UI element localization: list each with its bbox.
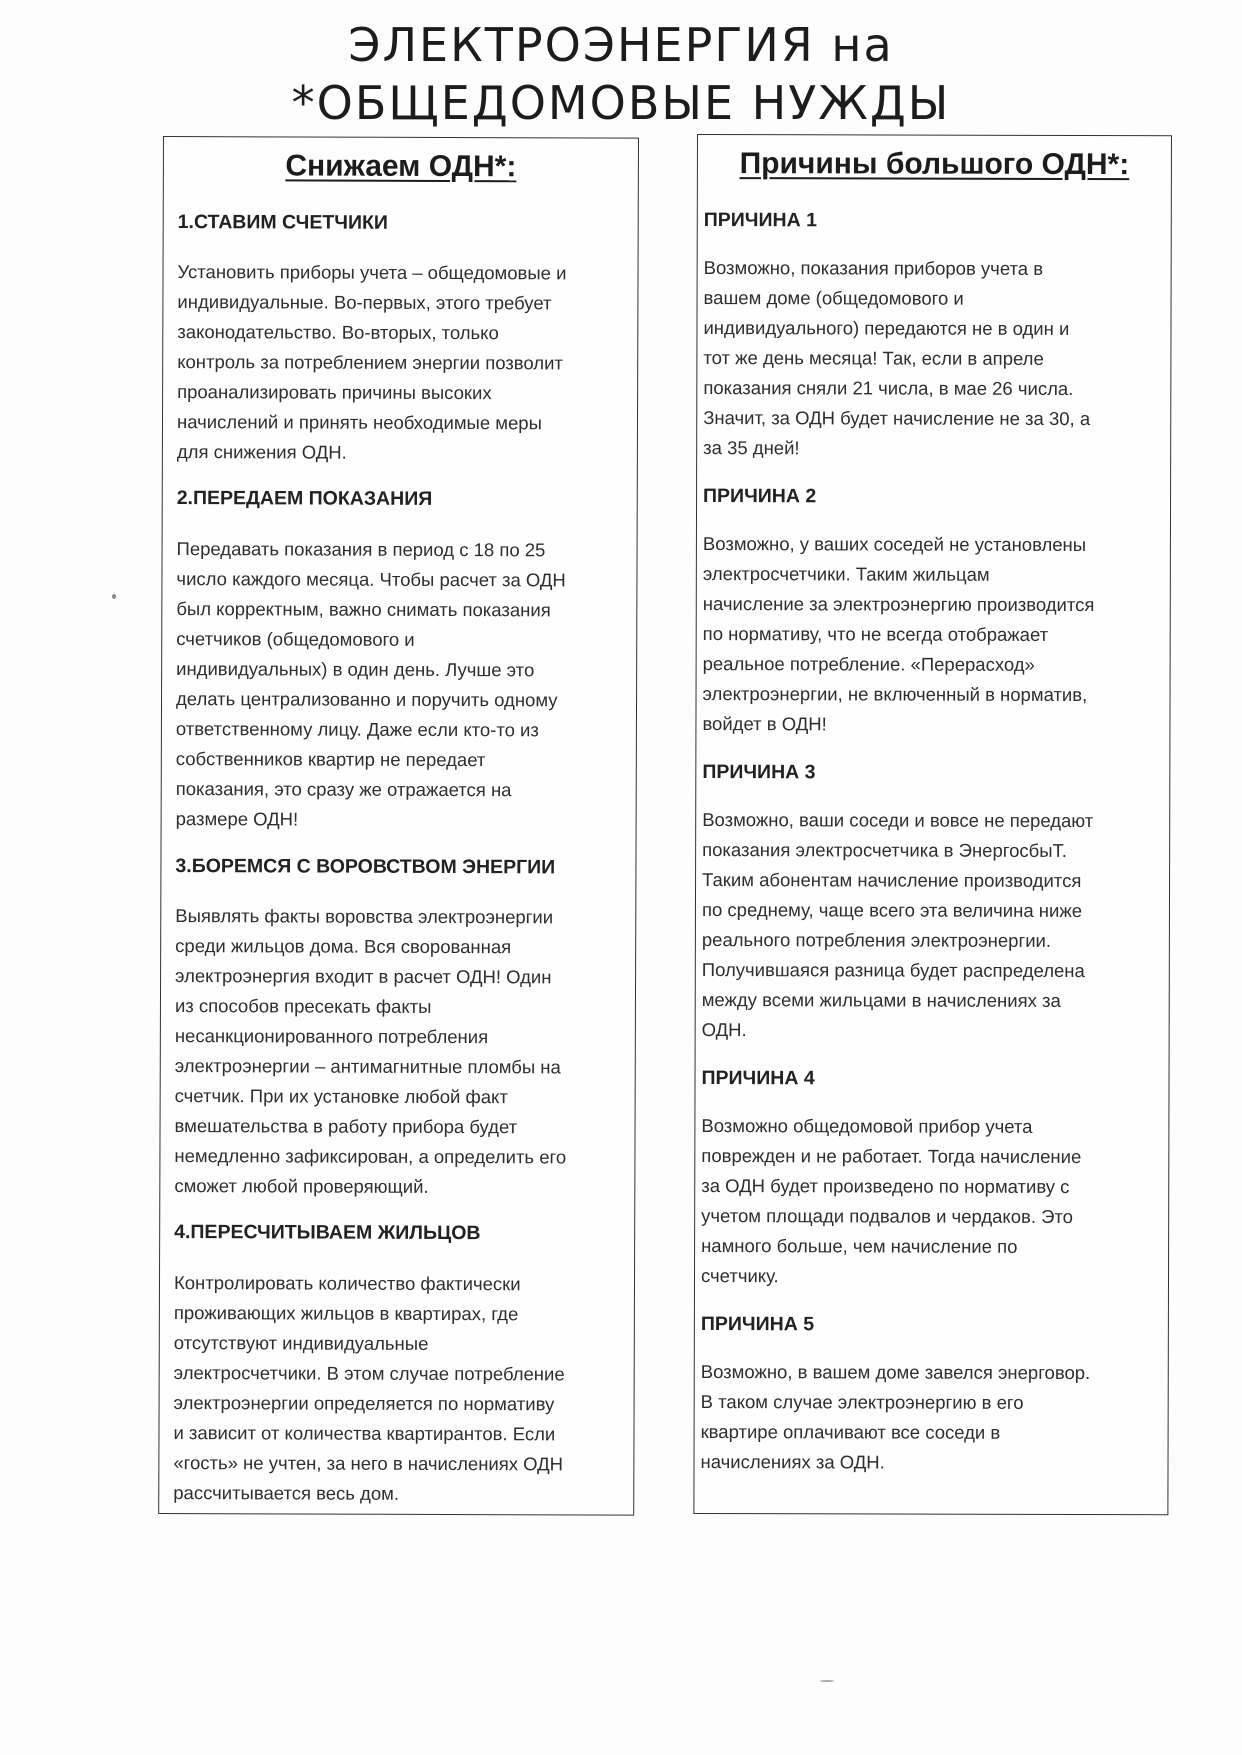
cause-1-title: ПРИЧИНА 1 xyxy=(703,209,817,232)
causes-panel xyxy=(693,134,1172,1515)
scan-speck xyxy=(820,1680,834,1682)
cause-3-title: ПРИЧИНА 3 xyxy=(702,761,816,784)
section-body-residents: Контролировать количество фактически проживающих жильцов в квартирах, где отсутствуют индивидуальные электросчетчики. В этом случае потребление электроэнергии определяется по нормативу и зависит от количества квартирантов. Если «гость» не учтен, за него в начислениях ОДН рассчитывается весь дом. xyxy=(173,1272,565,1504)
cause-5-body: Возможно, в вашем доме завелся энерговор. В таком случае электроэнергию в его квартире оплачивают все соседи в начислениях за ОДН. xyxy=(700,1361,1091,1473)
cause-5-title: ПРИЧИНА 5 xyxy=(700,1313,815,1336)
section-title-meters: 1.СТАВИМ СЧЕТЧИКИ xyxy=(177,211,388,234)
section-title-theft: 3.БОРЕМСЯ С ВОРОВСТВОМ ЭНЕРГИИ xyxy=(175,855,556,879)
reduce-odn-heading: Снижаем ОДН*: xyxy=(285,149,517,184)
section-title-residents: 4.ПЕРЕСЧИТЫВАЕМ ЖИЛЬЦОВ xyxy=(174,1221,481,1245)
cause-3-body: Возможно, ваши соседи и вовсе не передают показания электросчетчика в ЭнергосбыТ. Таким абонентам начисление производится по среднему, чаще всего эта величина ниже реального потребления электроэнергии. Получившаяся разница будет распределена между всеми жильцами в начислениях за ОДН. xyxy=(701,809,1094,1041)
cause-4-body: Возможно общедомовой прибор учета поврежден и не работает. Тогда начисление за ОДН будет произведено по нормативу с учетом площади подвалов и чердаков. Это намного больше, чем начисление по счетчику. xyxy=(700,1115,1082,1287)
section-body-theft: Выявлять факты воровства электроэнергии среди жильцов дома. Вся сворованная электроэнергия входит в расчет ОДН! Один из способов пресекать факты несанкционированного потребления электроэнергии – антимагнитные пломбы на счетчик. При их установке любой факт вмешательства в работу прибора будет немедленно зафиксирован, а определить его сможет любой проверяющий. xyxy=(174,905,567,1197)
cause-1-body: Возможно, показания приборов учета в вашем доме (общедомового и индивидуального) передаются не в один и тот же день месяца! Так, если в апреле показания сняли 21 числа, в мае 26 числа. Значит, за ОДН будет начисление не за 30, а за 35 дней! xyxy=(703,257,1091,459)
scan-speck xyxy=(112,594,116,599)
cause-2-title: ПРИЧИНА 2 xyxy=(703,485,817,508)
page-title-line-2: *ОБЩЕДОМОВЫЕ НУЖДЫ xyxy=(291,76,951,130)
causes-heading: Причины большого ОДН*: xyxy=(739,147,1130,182)
cause-4-title: ПРИЧИНА 4 xyxy=(701,1067,815,1090)
section-body-readings: Передавать показания в период с 18 по 25 число каждого месяца. Чтобы расчет за ОДН был корректным, важно снимать показания счетчиков (общедомового и индивидуальных) в один день. Лучше это делать централизованно и поручить одному ответственному лицу. Даже если кто-то из собственников квартир не передает показания, это сразу же отражается на размере ОДН! xyxy=(175,538,566,830)
reduce-odn-panel xyxy=(158,136,639,1516)
section-title-readings: 2.ПЕРЕДАЕМ ПОКАЗАНИЯ xyxy=(176,487,433,510)
section-body-meters: Установить приборы учета – общедомовые и индивидуальные. Во-первых, этого требует законодательство. Во-вторых, только контроль за потреблением энергии позволит проанализировать причины высоких начислений и принять необходимые меры для снижения ОДН. xyxy=(176,261,567,463)
page-title-line-1: ЭЛЕКТРОЭНЕРГИЯ на xyxy=(348,18,894,72)
cause-2-body: Возможно, у ваших соседей не установлены электросчетчики. Таким жильцам начисление за электроэнергию производится по нормативу, что не всегда отображает реальное потребление. «Перерасход» электроэнергии, не включенный в норматив, войдет в ОДН! xyxy=(702,533,1095,735)
